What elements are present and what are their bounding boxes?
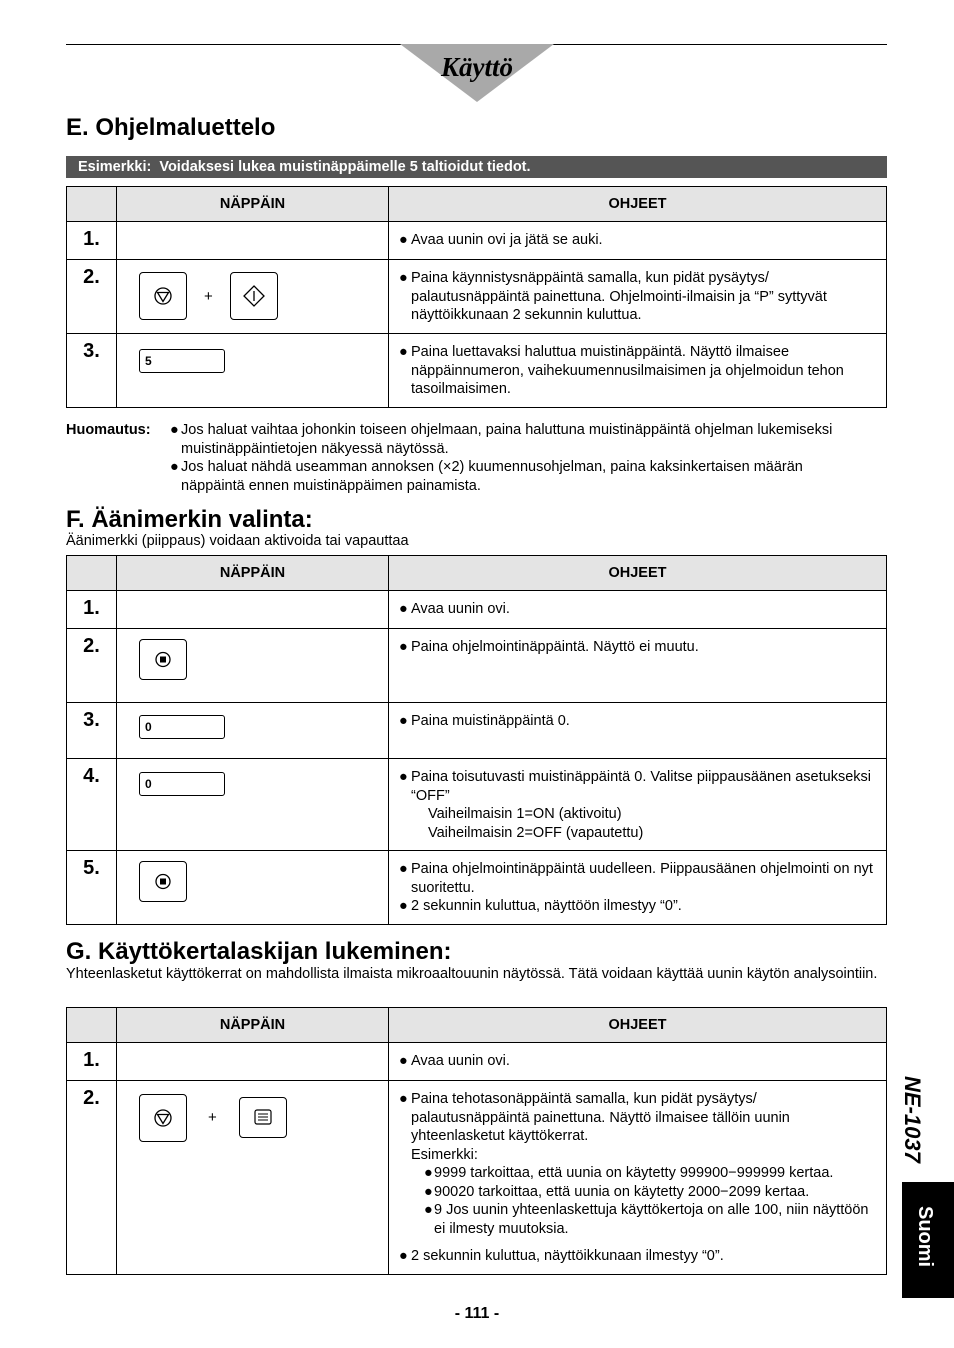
svg-text:Suomi: Suomi	[914, 1206, 936, 1268]
page-title: Käyttö	[441, 52, 513, 82]
instruction-detail: Vaiheilmaisin 1=ON (aktivoitu)	[428, 806, 622, 822]
power-level-button[interactable]	[239, 1097, 287, 1138]
key-cell	[117, 851, 389, 925]
step-number: 4.	[67, 759, 117, 851]
section-f-subtitle: Äänimerkki (piippaus) voidaan aktivoida tai vapauttaa	[66, 533, 409, 549]
key-cell	[117, 703, 389, 759]
table-row	[67, 703, 887, 759]
bullet-icon: ●	[399, 601, 408, 617]
instruction-cell	[389, 851, 887, 925]
instruction-detail: Vaiheilmaisin 2=OFF (vapautettu)	[428, 824, 644, 841]
start-icon	[231, 273, 277, 319]
program-button[interactable]	[139, 861, 187, 902]
instruction-cell	[389, 1081, 887, 1275]
instruction-cell	[389, 759, 887, 851]
step-number: 1.	[67, 591, 117, 629]
instruction-text: Paina muistinäppäintä 0.	[411, 713, 570, 729]
instruction-text: 2 sekunnin kuluttua, näyttöön ilmestyy “0”.	[411, 898, 682, 914]
section-g-subtitle: Yhteenlasketut käyttökerrat on mahdollista ilmaista mikroaaltouunin näytössä. Tätä voidaan käyttää uunin käytön analysointiin.	[66, 966, 878, 982]
bullet-icon: ●	[399, 1053, 408, 1069]
column-header-instructions: OHJEET	[389, 556, 887, 591]
section-f-table	[66, 555, 887, 925]
step-number: 5.	[67, 851, 117, 925]
instruction-text: Paina käynnistysnäppäintä samalla, kun pidät pysäytys/ palautusnäppäintä painettuna. Ohjelmointi-ilmaisin ja “P” syttyvät näyttöikkunaan 2 sekunnin kuluttua.	[411, 270, 827, 323]
table-row	[67, 851, 887, 925]
bullet-icon: ●	[424, 1165, 433, 1181]
instruction-cell	[389, 334, 887, 408]
power-level-icon	[240, 1098, 286, 1137]
key-cell	[117, 260, 389, 334]
column-header-key: NÄPPÄIN	[117, 1008, 389, 1043]
step-number: 1.	[67, 222, 117, 260]
step-number: 2.	[67, 260, 117, 334]
program-icon	[140, 640, 186, 679]
plus-sign: +	[204, 288, 213, 305]
start-button[interactable]	[230, 272, 278, 320]
table-row	[67, 629, 887, 703]
svg-text:NE-1037: NE-1037	[900, 1076, 925, 1163]
section-g-table	[66, 1007, 887, 1275]
bullet-icon: ●	[399, 713, 408, 729]
program-button[interactable]	[139, 639, 187, 680]
column-header-instructions: OHJEET	[389, 1008, 887, 1043]
table-row	[67, 260, 887, 334]
step-number: 2.	[67, 629, 117, 703]
instruction-cell	[389, 260, 887, 334]
instruction-text: Avaa uunin ovi ja jätä se auki.	[411, 232, 603, 248]
key-cell	[117, 1043, 389, 1081]
plus-sign: +	[208, 1109, 217, 1126]
instruction-text: Avaa uunin ovi.	[411, 1053, 510, 1069]
instruction-text: Paina tehotasonäppäintä samalla, kun pidät pysäytys/ palautusnäppäintä painettuna. Näyttö ilmaisee tällöin uunin yhteenlasketut käyttökerrat.	[411, 1091, 790, 1144]
key-cell	[117, 591, 389, 629]
bullet-icon: ●	[399, 769, 408, 785]
bullet-icon: ●	[170, 422, 179, 438]
example-label: Esimerkki:	[78, 159, 152, 175]
step-number: 2.	[67, 1081, 117, 1275]
section-e-heading: E. Ohjelmaluettelo	[66, 114, 276, 141]
bullet-icon: ●	[399, 270, 408, 286]
step-number: 3.	[67, 334, 117, 408]
table-corner	[67, 556, 117, 591]
table-corner	[67, 1008, 117, 1043]
note-label: Huomautus:	[66, 422, 151, 438]
bullet-icon: ●	[424, 1183, 433, 1200]
table-row	[67, 334, 887, 408]
language-tab-label	[902, 1182, 954, 1298]
instruction-text: Avaa uunin ovi.	[411, 601, 510, 617]
instruction-text: Paina ohjelmointinäppäintä. Näyttö ei muutu.	[411, 639, 699, 655]
memory-key-0[interactable]: 0	[139, 715, 225, 739]
instruction-cell	[389, 1043, 887, 1081]
section-e-table	[66, 186, 887, 408]
step-number: 1.	[67, 1043, 117, 1081]
example-item: 90020 tarkoittaa, että uunia on käytetty 2000−2099 kertaa.	[434, 1183, 810, 1200]
section-f-heading: F. Äänimerkin valinta:	[66, 506, 313, 533]
section-g-heading: G. Käyttökertalaskijan lukeminen:	[66, 938, 452, 965]
bullet-icon: ●	[399, 232, 408, 248]
instruction-text: 2 sekunnin kuluttua, näyttöikkunaan ilmestyy “0”.	[411, 1248, 724, 1264]
key-cell	[117, 629, 389, 703]
table-row	[67, 591, 887, 629]
column-header-key: NÄPPÄIN	[117, 187, 389, 222]
table-row	[67, 1043, 887, 1081]
instruction-text: Paina ohjelmointinäppäintä uudelleen. Piippausäänen ohjelmointi on nyt suoritettu.	[411, 861, 873, 896]
instruction-cell	[389, 222, 887, 260]
model-label	[894, 1076, 930, 1176]
examples-label: Esimerkki:	[411, 1146, 478, 1163]
bullet-icon: ●	[399, 639, 408, 655]
instruction-cell	[389, 629, 887, 703]
example-bar	[66, 156, 887, 178]
table-corner	[67, 187, 117, 222]
language-tab	[902, 1182, 954, 1298]
instruction-cell	[389, 591, 887, 629]
bullet-icon: ●	[399, 1091, 408, 1107]
program-icon	[140, 862, 186, 901]
stop-reset-button[interactable]	[139, 272, 187, 320]
key-cell	[117, 222, 389, 260]
column-header-key: NÄPPÄIN	[117, 556, 389, 591]
instruction-text: Paina luettavaksi haluttua muistinäppäintä. Näyttö ilmaisee näppäinnumeron, vaihekuumennusilmaisimen ja ohjelmoidun tehon tasoilmaisimen.	[411, 344, 844, 397]
table-row	[67, 222, 887, 260]
key-cell	[117, 1081, 389, 1275]
example-item: 9999 tarkoittaa, että uunia on käytetty 999900−999999 kertaa.	[434, 1165, 834, 1181]
step-number: 3.	[67, 703, 117, 759]
memory-key-0[interactable]: 0	[139, 772, 225, 796]
instruction-cell	[389, 703, 887, 759]
stop-reset-icon	[140, 273, 186, 319]
stop-reset-icon	[140, 1095, 186, 1141]
key-cell	[117, 334, 389, 408]
example-text: Voidaksesi lukea muistinäppäimelle 5 taltioidut tiedot.	[159, 159, 531, 175]
bullet-icon: ●	[399, 898, 408, 914]
note-text: Jos haluat nähdä useamman annoksen (×2) kuumennusohjelman, paina kaksinkertaisen määrän näppäintä ennen muistinäppäimen painamista.	[181, 459, 803, 494]
table-row	[67, 759, 887, 851]
bullet-icon: ●	[399, 861, 408, 877]
table-row	[67, 1081, 887, 1275]
example-item: 9 Jos uunin yhteenlaskettuja käyttökertoja on alle 100, niin näyttöön ei ilmesty muutoksia.	[434, 1202, 869, 1237]
bullet-icon: ●	[424, 1202, 433, 1218]
bullet-icon: ●	[170, 459, 179, 475]
bullet-icon: ●	[399, 344, 408, 360]
bullet-icon: ●	[399, 1248, 408, 1264]
page-number: - 111 -	[454, 1305, 500, 1322]
column-header-instructions: OHJEET	[389, 187, 887, 222]
note-text: Jos haluat vaihtaa johonkin toiseen ohjelmaan, paina haluttuna muistinäppäintä ohjelman lukemiseksi muistinäppäintietojen näkyessä näytössä.	[181, 422, 833, 457]
stop-reset-button[interactable]	[139, 1094, 187, 1142]
key-cell	[117, 759, 389, 851]
memory-key-5[interactable]: 5	[139, 349, 225, 373]
instruction-text: Paina toisutuvasti muistinäppäintä 0. Valitse piippausäänen asetukseksi “OFF”	[411, 769, 871, 804]
